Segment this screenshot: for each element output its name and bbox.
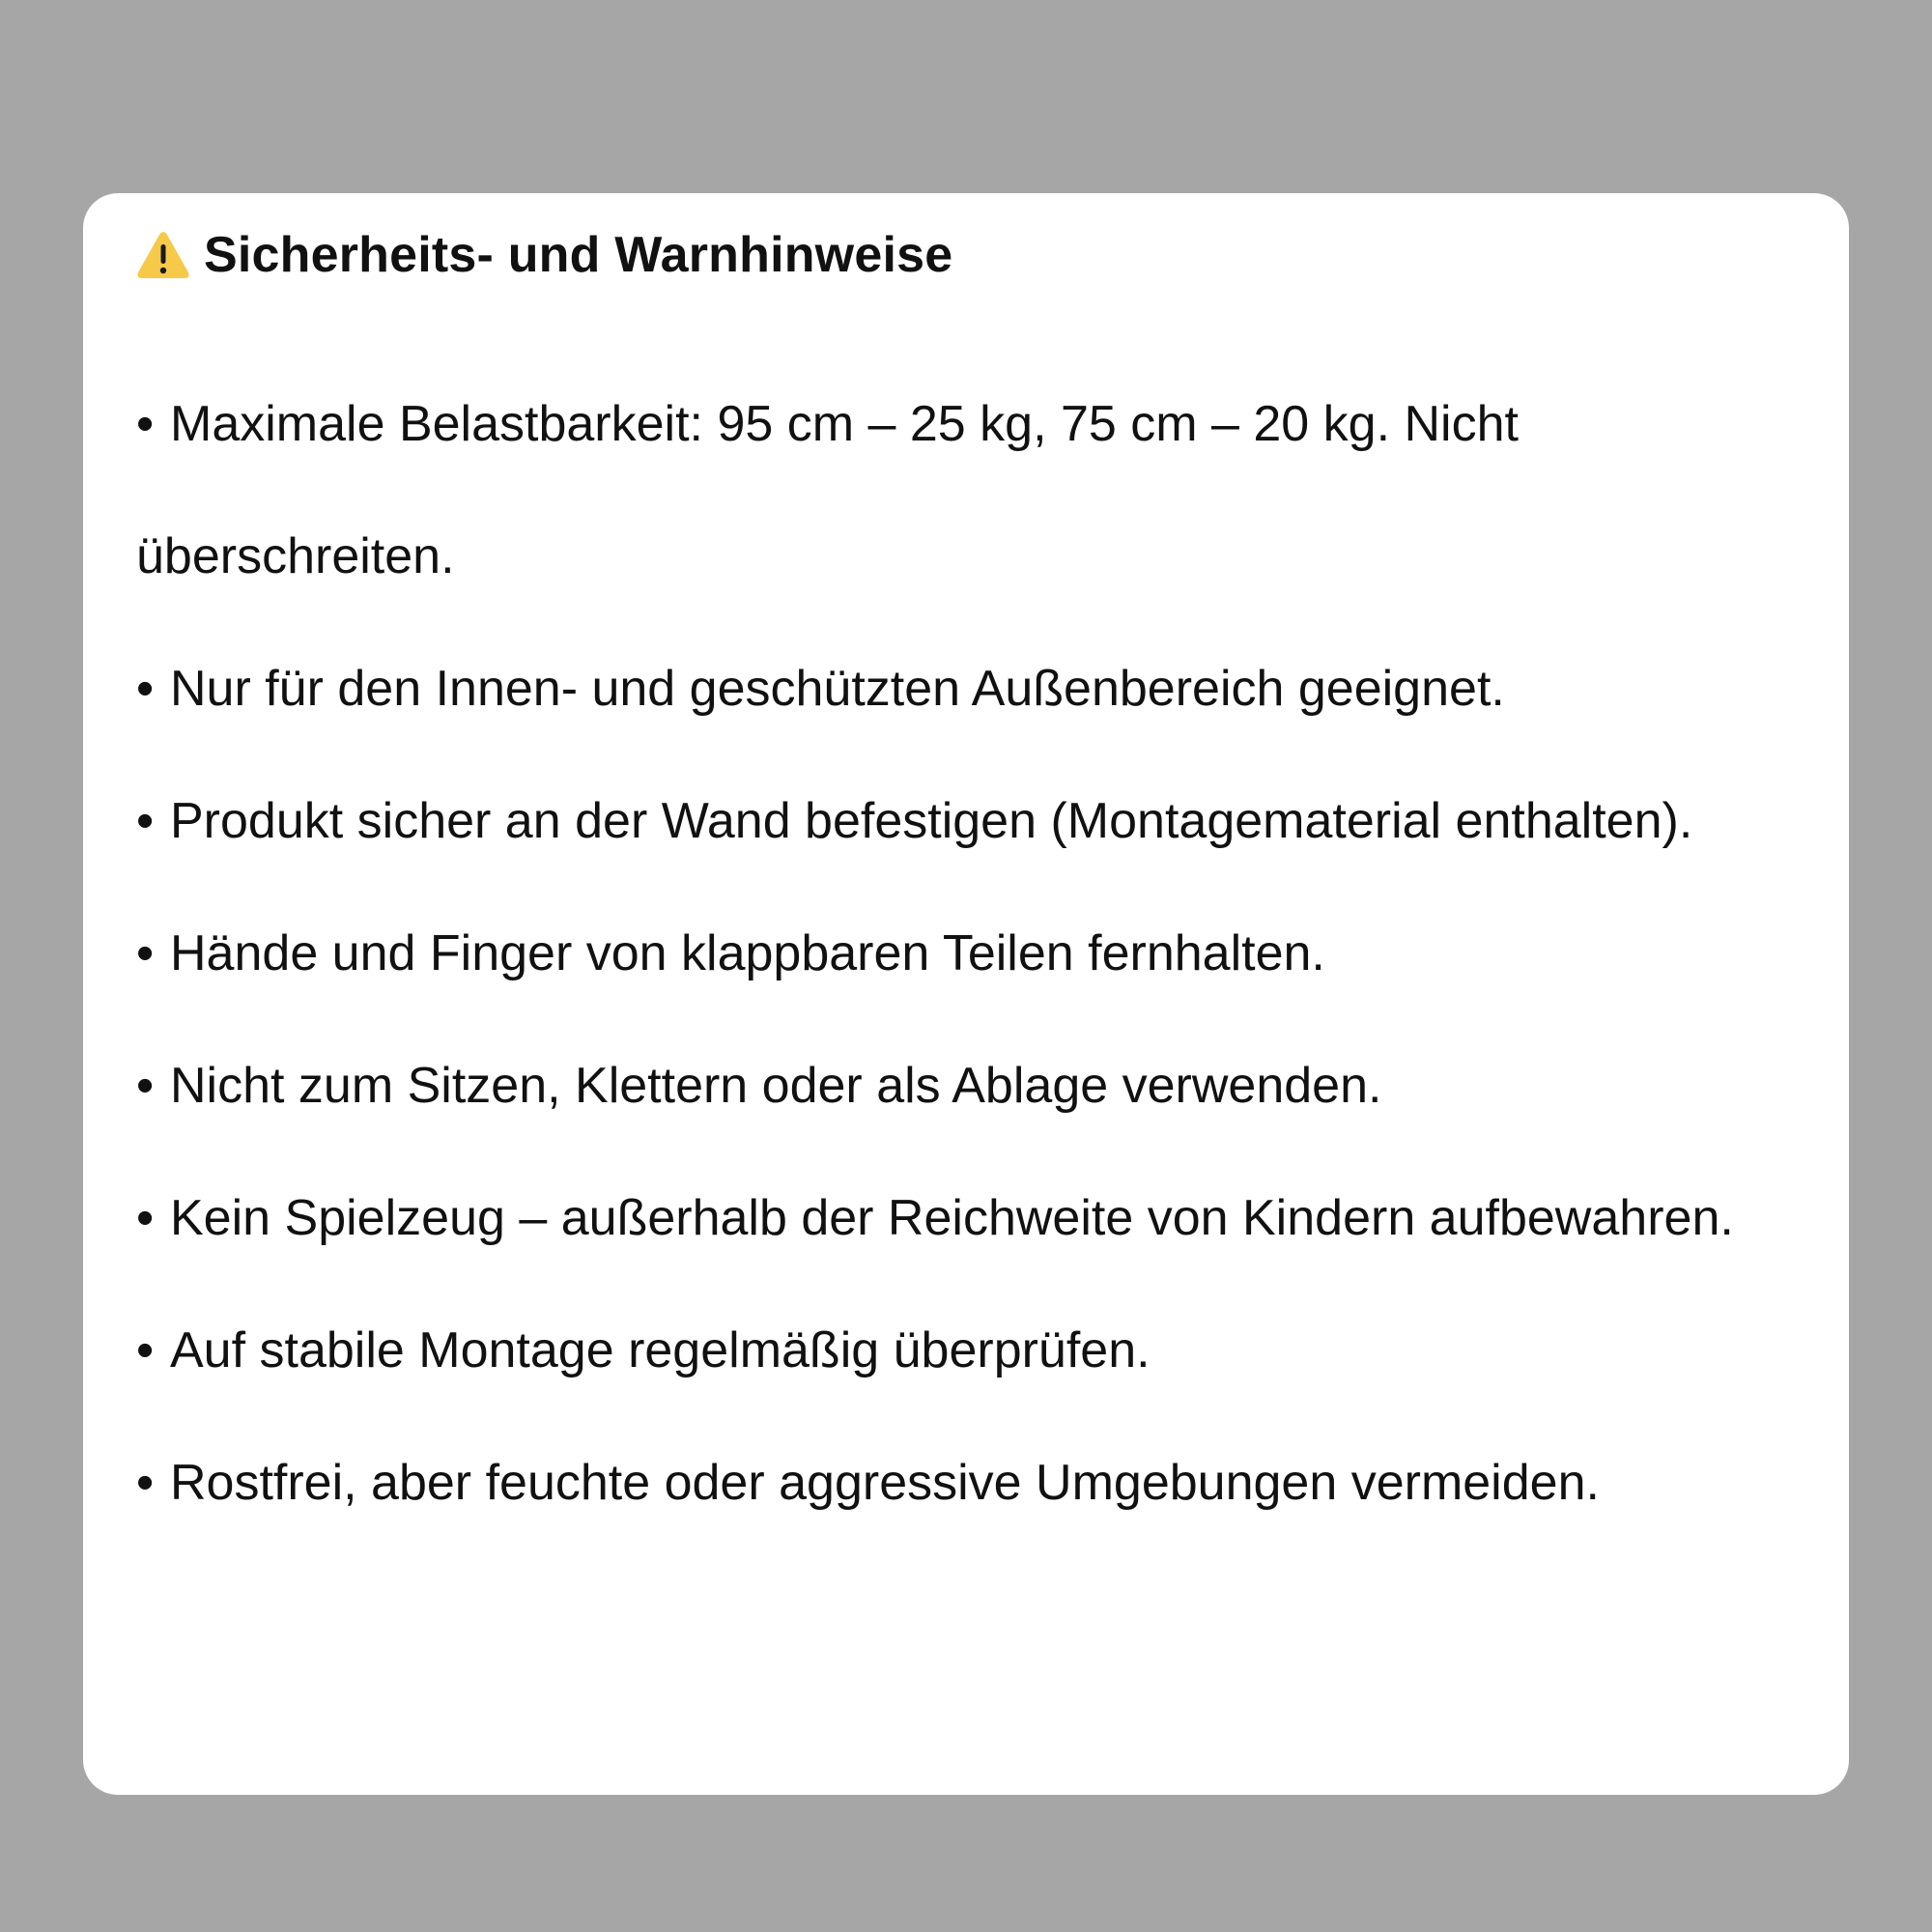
warning-icon [136,231,190,279]
list-item-text: Nicht zum Sitzen, Klettern oder als Ablage verwenden. [170,1058,1382,1114]
list-item [136,358,1810,491]
list-item-text: Maximale Belastbarkeit: 95 cm – 25 kg, 75 cm – 20 kg. Nicht [170,396,1519,452]
list-item [136,1152,1810,1285]
list-item-text: Kein Spielzeug – außerhalb der Reichweite von Kindern aufbewahren. [170,1190,1734,1246]
safety-card [83,193,1849,1795]
list-item-text: Hände und Finger von klappbaren Teilen fernhalten. [170,925,1325,981]
section-heading [136,226,1810,284]
list-item [136,1285,1810,1417]
bullet: • [136,925,155,981]
list-item-text: überschreiten. [136,528,455,584]
list-item [136,888,1810,1020]
bullet: • [136,1455,155,1511]
list-item-text: Nur für den Innen- und geschützten Außenbereich geeignet. [170,661,1505,717]
list-item-text: Produkt sicher an der Wand befestigen (Montagematerial enthalten). [170,793,1693,849]
bullet: • [136,793,155,849]
bullet: • [136,1190,155,1246]
list-item-continuation [136,491,1810,623]
section-title: Sicherheits- und Warnhinweise [204,227,953,283]
list-item-text: Rostfrei, aber feuchte oder aggressive Umgebungen vermeiden. [170,1455,1600,1511]
bullet: • [136,661,155,717]
list-item [136,1020,1810,1152]
bullet: • [136,1058,155,1114]
warning-list [136,358,1810,1549]
bullet: • [136,1322,155,1378]
bullet: • [136,396,155,452]
list-item [136,623,1810,755]
list-item [136,755,1810,888]
list-item-text: Auf stabile Montage regelmäßig überprüfen. [170,1322,1151,1378]
list-item [136,1417,1810,1549]
